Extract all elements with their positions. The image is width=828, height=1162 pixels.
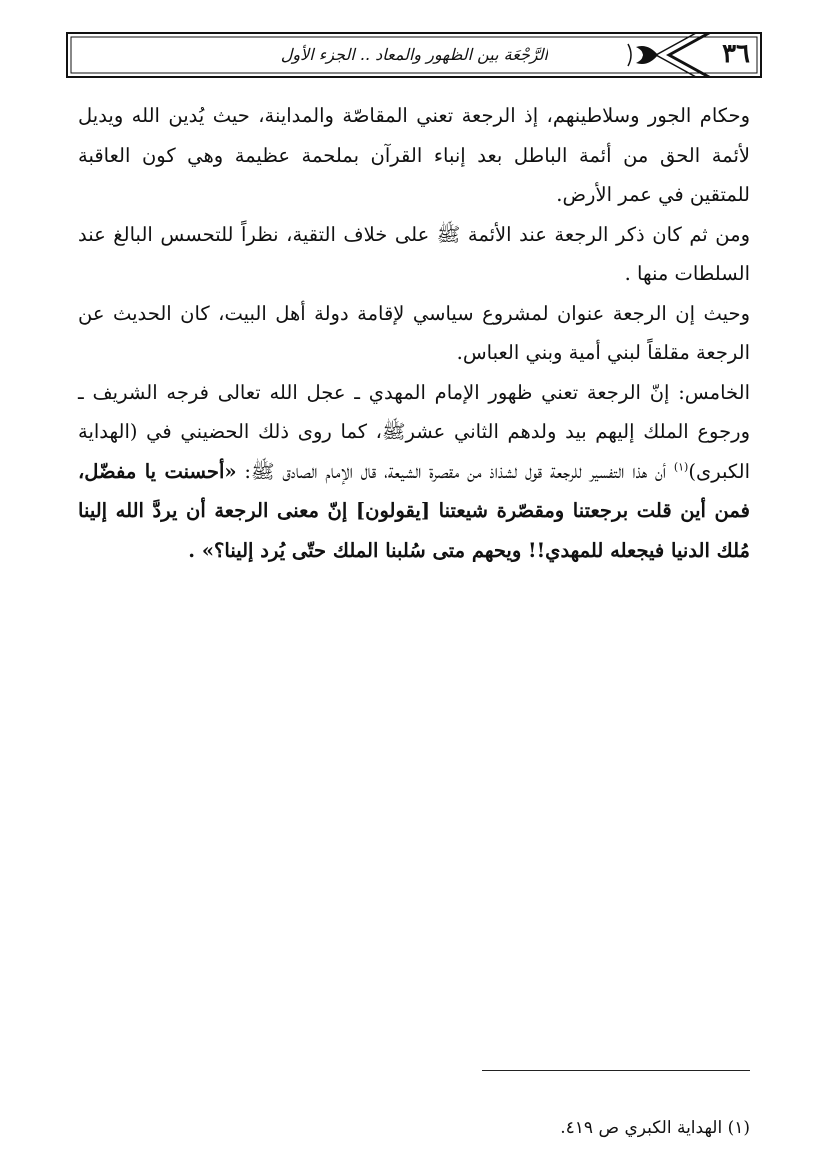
- footnote: (١) الهداية الكبري ص ٤١٩.: [560, 1118, 750, 1138]
- hadith-quote: «أحسنت يا مفضّل، فمن أين قلت برجعتنا ومقصّرة شيعتنا [يقولون] إنّ معنى الرجعة أن يردَّ الله إلينا مُلك الدنيا فيجعله للمهدي!! ويحهم متى سُلبنا الملك حتّى يُرد إلينا؟» .: [78, 459, 750, 562]
- paragraph-4: [78, 373, 750, 571]
- paragraph-4-continuation: أن هذا التفسير للرجعة قول لشذاذ من مقصرة الشيعة، قال الإمام الصادق ﷺ:: [236, 459, 674, 483]
- paragraph-4-text: الخامس: إنّ الرجعة تعني ظهور الإمام المهدي ـ عجل الله تعالى فرجه الشريف ـ ورجوع الملك إليهم بيد ولدهم الثاني عشرﷺ، كما روى ذلك الحضيني في (الهداية الكبرى): [78, 380, 750, 483]
- main-text: [78, 96, 750, 570]
- footnote-divider: [482, 1070, 750, 1071]
- footnote-reference[interactable]: (١): [673, 460, 689, 473]
- paragraph-2: ومن ثم كان ذكر الرجعة عند الأئمة ﷺ على خلاف التقية، نظراً للتحسس البالغ عند السلطات منها .: [78, 222, 750, 285]
- ornament-icon: [628, 44, 658, 66]
- paragraph-1: وحكام الجور وسلاطينهم، إذ الرجعة تعني المقاصّة والمداينة، حيث يُدين الله ويديل لأئمة الحق من أئمة الباطل بعد إنباء القرآن بملحمة عظيمة وهي كون العاقبة للمتقين في عمر الأرض.: [78, 104, 750, 206]
- running-title: الرَّجْعَة بين الظهور والمعاد .. الجزء الأول: [280, 45, 548, 64]
- page-header: [66, 32, 762, 78]
- page-number: ٣٦: [722, 39, 750, 69]
- paragraph-3: وحيث إن الرجعة عنوان لمشروع سياسي لإقامة دولة أهل البيت، كان الحديث عن الرجعة مقلقاً لبني أمية وبني العباس.: [78, 301, 750, 364]
